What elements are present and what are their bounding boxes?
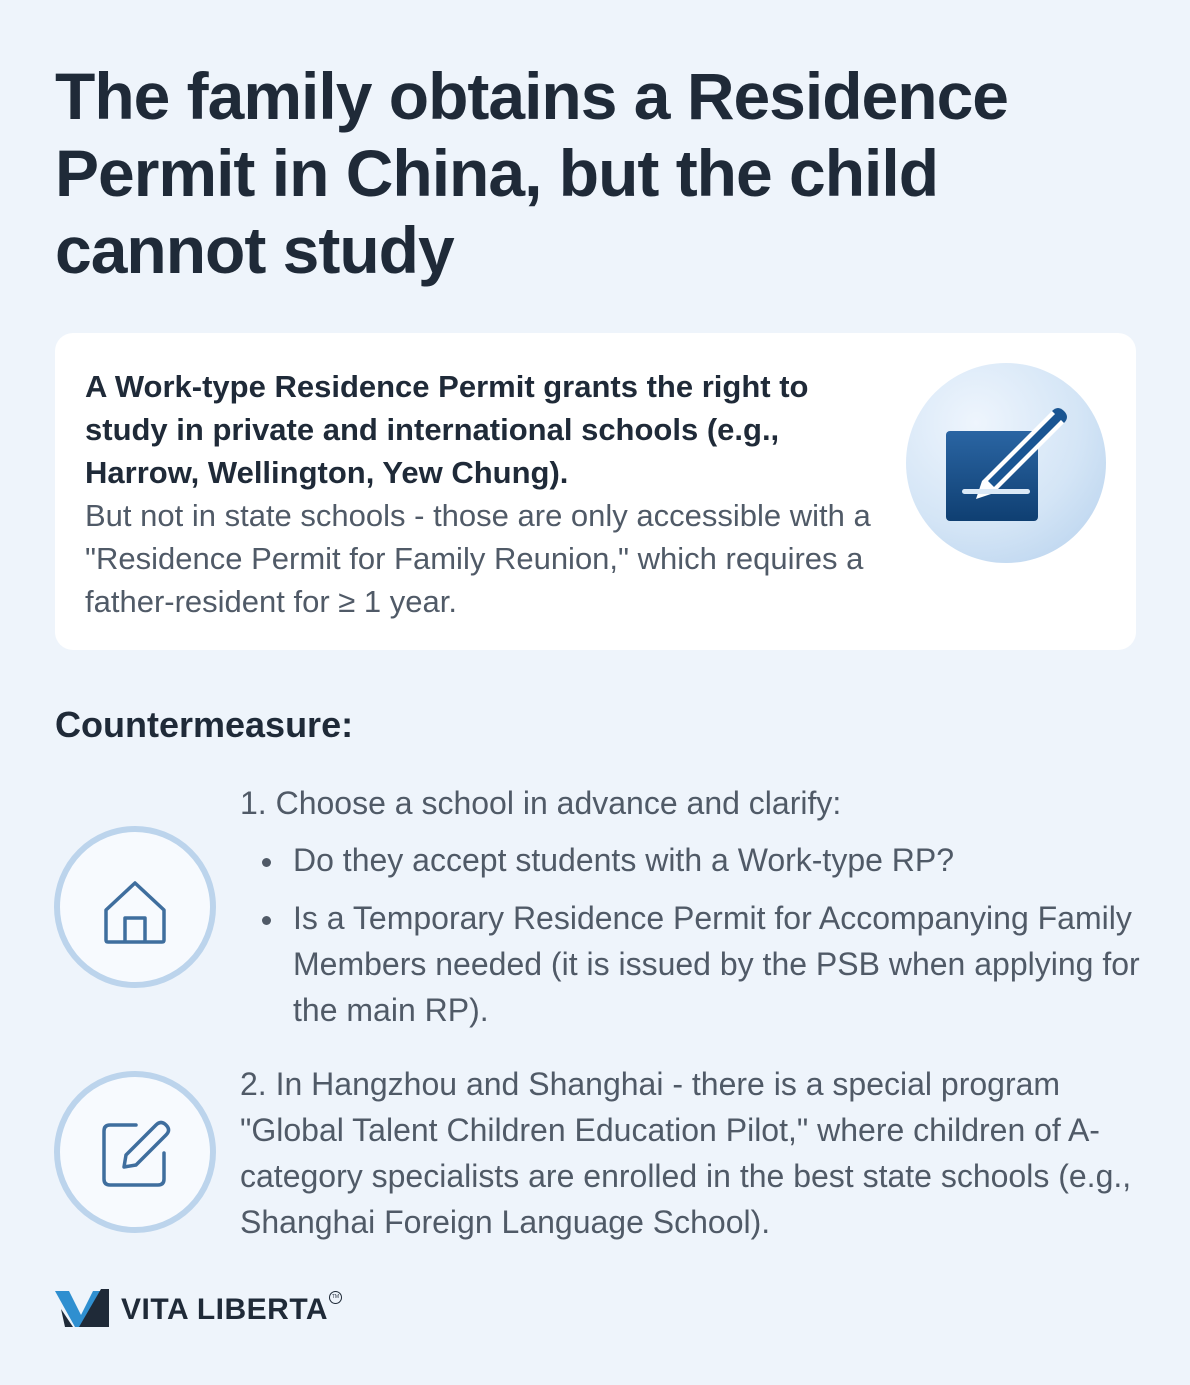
brand-logo bbox=[55, 1289, 355, 1329]
info-card-normal-text: But not in state schools - those are only accessible with a "Residence Permit for Family Reunion," which requires a father-resident for ≥ 1 year. bbox=[85, 498, 871, 619]
page-title: The family obtains a Residence Permit in China, but the child cannot study bbox=[55, 59, 1008, 287]
trademark-symbol: TM bbox=[329, 1291, 342, 1304]
brand-mark-icon bbox=[55, 1289, 115, 1329]
info-card-bold-text: A Work-type Residence Permit grants the right to study in private and international schools (e.g., Harrow, Wellington, Yew Chung). bbox=[85, 369, 809, 490]
step-1-text: 1. Choose a school in advance and clarify: bbox=[240, 785, 842, 821]
edit-square-icon bbox=[54, 1071, 216, 1233]
countermeasure-heading: Countermeasure: bbox=[55, 704, 354, 745]
pencil-edit-icon bbox=[906, 363, 1106, 563]
brand-name: VITA LIBERTA bbox=[121, 1293, 329, 1326]
step-1-bullets bbox=[240, 837, 1140, 1033]
step-2-text: 2. In Hangzhou and Shanghai - there is a special program "Global Talent Children Education Pilot," where children of A-category specialists are enrolled in the best state schools (e.g., Shanghai Foreign Language School). bbox=[240, 1066, 1132, 1240]
info-card bbox=[55, 333, 1136, 650]
list-item: Is a Temporary Residence Permit for Accompanying Family Members needed (it is issued by the PSB when applying for the main RP). bbox=[240, 895, 1140, 1033]
house-icon bbox=[54, 826, 216, 988]
step-1 bbox=[240, 783, 1140, 1045]
list-item: Do they accept students with a Work-type RP? bbox=[240, 837, 1140, 883]
info-card-text bbox=[85, 365, 885, 623]
